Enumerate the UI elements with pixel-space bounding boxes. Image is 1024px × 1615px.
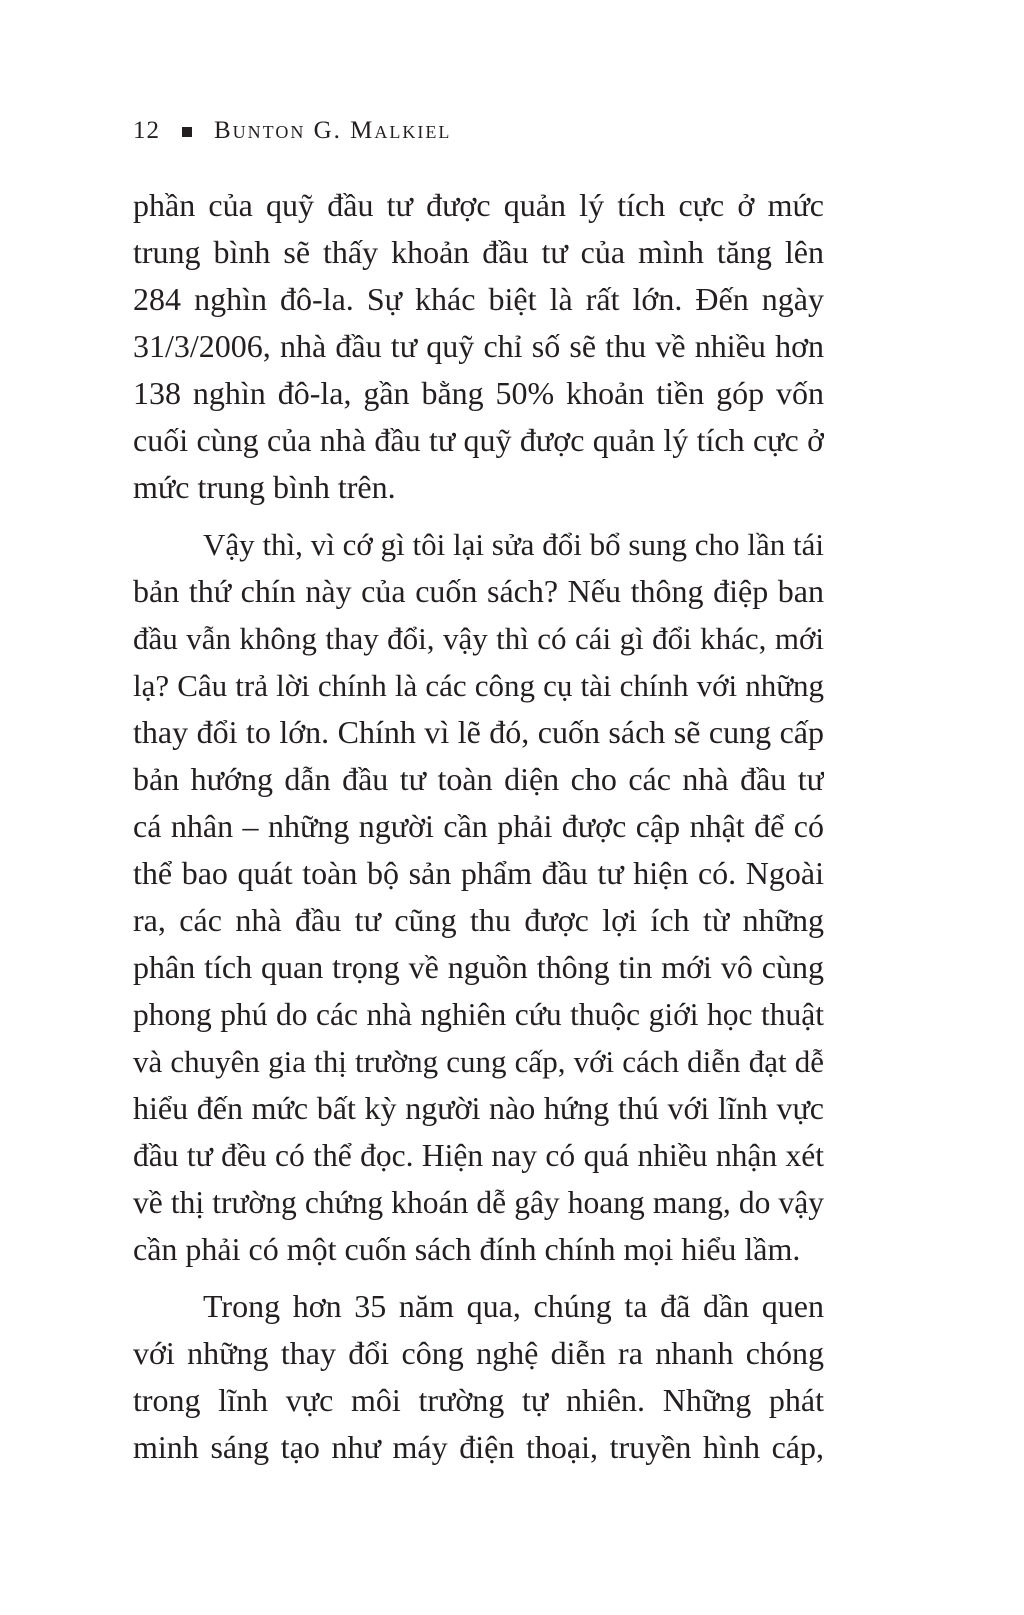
- text-line: cần phải có một cuốn sách đính chính mọi hiểu lầm.: [133, 1231, 801, 1267]
- text-line: Trong hơn 35 năm qua, chúng ta đã dần quen: [203, 1288, 824, 1324]
- text-line: 284 nghìn đô-la. Sự khác biệt là rất lớn. Đến ngày: [133, 281, 824, 317]
- text-line: 138 nghìn đô-la, gần bằng 50% khoản tiền góp vốn: [133, 375, 824, 411]
- text-line: lạ? Câu trả lời chính là các công cụ tài chính với những: [133, 668, 824, 703]
- text-line: Vậy thì, vì cớ gì tôi lại sửa đổi bổ sung cho lần tái: [203, 527, 824, 562]
- running-header: [133, 117, 451, 145]
- text-line: thay đổi to lớn. Chính vì lẽ đó, cuốn sách sẽ cung cấp: [133, 714, 824, 750]
- header-separator-square: [182, 127, 192, 137]
- text-line: phân tích quan trọng về nguồn thông tin mới vô cùng: [133, 949, 824, 985]
- header-author: Bunton G. Malkiel: [214, 117, 452, 144]
- text-line: bản hướng dẫn đầu tư toàn diện cho các nhà đầu tư: [133, 761, 824, 797]
- text-line: hiểu đến mức bất kỳ người nào hứng thú với lĩnh vực: [133, 1090, 824, 1126]
- text-line: minh sáng tạo như máy điện thoại, truyền hình cáp,: [133, 1429, 824, 1465]
- paragraph: [133, 521, 824, 1273]
- text-line: phong phú do các nhà nghiên cứu thuộc giới học thuật: [133, 997, 824, 1032]
- text-line: và chuyên gia thị trường cung cấp, với cách diễn đạt dễ: [133, 1044, 824, 1079]
- text-line: trung bình sẽ thấy khoản đầu tư của mình tăng lên: [133, 234, 824, 270]
- text-line: phần của quỹ đầu tư được quản lý tích cực ở mức: [133, 187, 824, 223]
- text-line: thể bao quát toàn bộ sản phẩm đầu tư hiện có. Ngoài: [133, 855, 824, 891]
- text-line: cuối cùng của nhà đầu tư quỹ được quản lý tích cực ở: [133, 422, 824, 458]
- paragraph: [133, 182, 824, 511]
- page-number: 12: [133, 117, 160, 144]
- text-line: cá nhân – những người cần phải được cập nhật để có: [133, 808, 824, 844]
- text-line: đầu tư đều có thể đọc. Hiện nay có quá nhiều nhận xét: [133, 1138, 824, 1173]
- body-text: [133, 182, 824, 1471]
- text-line: đầu vẫn không thay đổi, vậy thì có cái gì đổi khác, mới: [133, 621, 824, 656]
- text-line: với những thay đổi công nghệ diễn ra nhanh chóng: [133, 1335, 824, 1371]
- text-line: ra, các nhà đầu tư cũng thu được lợi ích từ những: [133, 902, 824, 938]
- text-line: bản thứ chín này của cuốn sách? Nếu thông điệp ban: [133, 573, 824, 609]
- text-line: 31/3/2006, nhà đầu tư quỹ chỉ số sẽ thu về nhiều hơn: [133, 328, 824, 364]
- text-line: trong lĩnh vực môi trường tự nhiên. Những phát: [133, 1382, 824, 1418]
- text-line: về thị trường chứng khoán dễ gây hoang mang, do vậy: [133, 1185, 824, 1220]
- paragraph: [133, 1283, 824, 1471]
- text-line: mức trung bình trên.: [133, 469, 396, 505]
